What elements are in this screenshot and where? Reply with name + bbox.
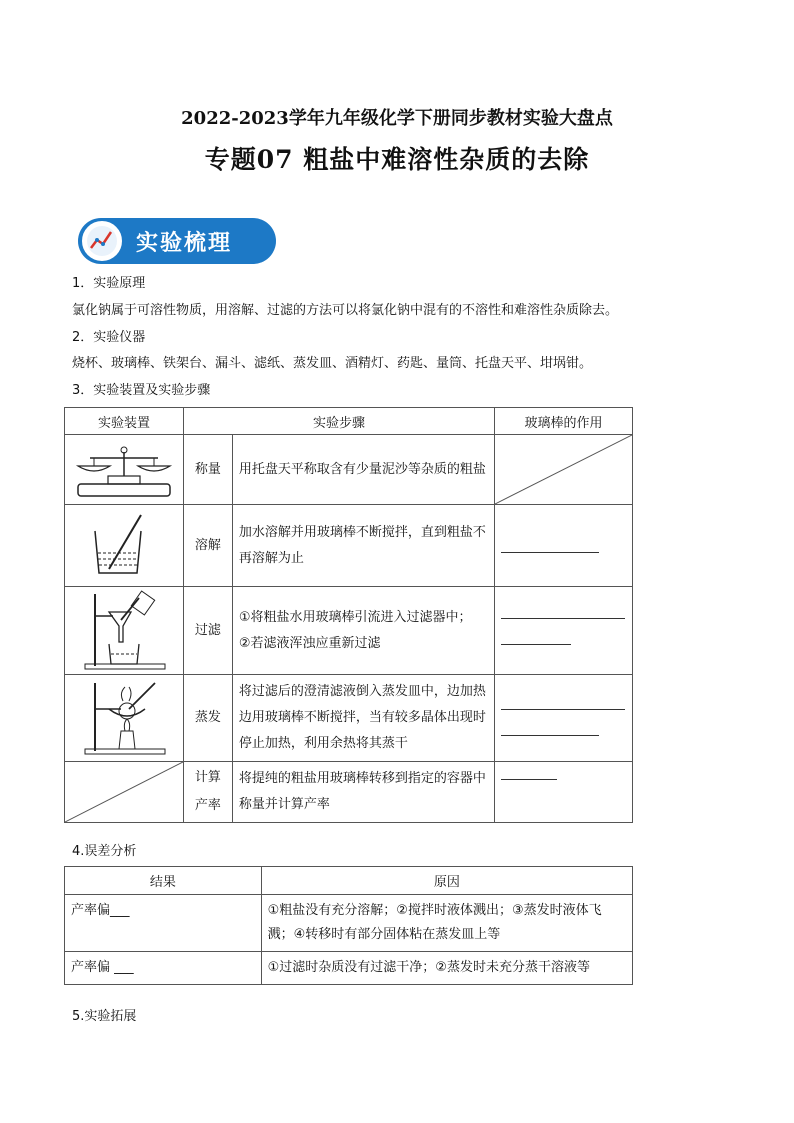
step-weigh-text: 用托盘天平称取含有少量泥沙等杂质的粗盐 xyxy=(232,435,494,505)
result-low[interactable]: 产率偏___ xyxy=(65,895,262,952)
beaker-stir-icon xyxy=(65,505,184,587)
table-row xyxy=(65,952,633,985)
stage-evaporate: 蒸发 xyxy=(183,675,232,762)
stage-dissolve: 溶解 xyxy=(183,505,232,587)
evaporation-icon xyxy=(65,675,184,762)
header-steps: 实验步骤 xyxy=(183,408,494,435)
filtration-icon xyxy=(65,587,184,675)
stage-filter: 过滤 xyxy=(183,587,232,675)
stage-yield-1: 计算 xyxy=(194,770,221,785)
step-evaporate-text: 将过滤后的澄清滤液倒入蒸发皿中，边加热边用玻璃棒不断搅拌，当有较多晶体出现时停止加热，利用余热将其蒸干 xyxy=(232,675,494,762)
apparatus-empty-cell xyxy=(65,762,184,823)
badge-label: 实验梳理 xyxy=(136,231,233,256)
step-yield-text: 将提纯的粗盐用玻璃棒转移到指定的容器中称量并计算产率 xyxy=(232,762,494,823)
steps-table xyxy=(64,407,633,823)
stage-yield-2: 产率 xyxy=(194,798,221,813)
section-1-text: 氯化钠属于可溶性物质，用溶解、过滤的方法可以将氯化钠中混有的不溶性和难溶性杂质除去。 xyxy=(72,303,619,318)
table-row xyxy=(65,895,633,952)
rod-role-weigh xyxy=(495,435,633,505)
table-row xyxy=(65,435,633,505)
header-reason: 原因 xyxy=(261,867,632,895)
reason-low: ①粗盐没有充分溶解；②搅拌时液体溅出；③蒸发时液体飞溅；④转移时有部分固体粘在蒸发皿上等 xyxy=(261,895,632,952)
rod-role-yield-answer[interactable] xyxy=(495,762,633,823)
rod-role-evaporate-answer[interactable] xyxy=(495,675,633,762)
section-3-heading: 3．实验装置及实验步骤 xyxy=(72,383,211,398)
balance-icon xyxy=(65,435,184,505)
section-2-text: 烧杯、玻璃棒、铁架台、漏斗、滤纸、蒸发皿、酒精灯、药匙、量筒、托盘天平、坩埚钳。 xyxy=(72,356,593,371)
step-filter-text xyxy=(232,587,494,675)
header-apparatus: 实验装置 xyxy=(65,408,184,435)
table-row xyxy=(65,505,633,587)
step-dissolve-text: 加水溶解并用玻璃棒不断搅拌，直到粗盐不再溶解为止 xyxy=(232,505,494,587)
section-2-heading: 2．实验仪器 xyxy=(72,330,146,345)
table-row xyxy=(65,675,633,762)
chart-icon xyxy=(80,219,124,263)
header-result: 结果 xyxy=(65,867,262,895)
section-badge xyxy=(78,218,276,264)
step-filter-text-1: ①将粗盐水用玻璃棒引流进入过滤器中； xyxy=(238,609,472,625)
doc-title-line1: 2022-2023学年九年级化学下册同步教材实验大盘点 xyxy=(181,108,613,129)
reason-high: ①过滤时杂质没有过滤干净；②蒸发时未充分蒸干溶液等 xyxy=(261,952,632,985)
stage-weigh: 称量 xyxy=(183,435,232,505)
result-high[interactable]: 产率偏 ___ xyxy=(65,952,262,985)
section-5-heading: 5.实验拓展 xyxy=(72,1009,137,1024)
table-row xyxy=(65,587,633,675)
step-filter-text-2: ②若滤液浑浊应重新过滤 xyxy=(238,635,381,651)
header-rod-role: 玻璃棒的作用 xyxy=(495,408,633,435)
rod-role-filter-answer[interactable] xyxy=(495,587,633,675)
error-table xyxy=(64,866,633,985)
doc-title-line2: 专题07 粗盐中难溶性杂质的去除 xyxy=(204,145,590,174)
section-4-heading: 4.误差分析 xyxy=(72,844,137,859)
stage-yield xyxy=(183,762,232,823)
rod-role-dissolve-answer[interactable] xyxy=(495,505,633,587)
section-1-heading: 1．实验原理 xyxy=(72,276,146,291)
table-row xyxy=(65,762,633,823)
